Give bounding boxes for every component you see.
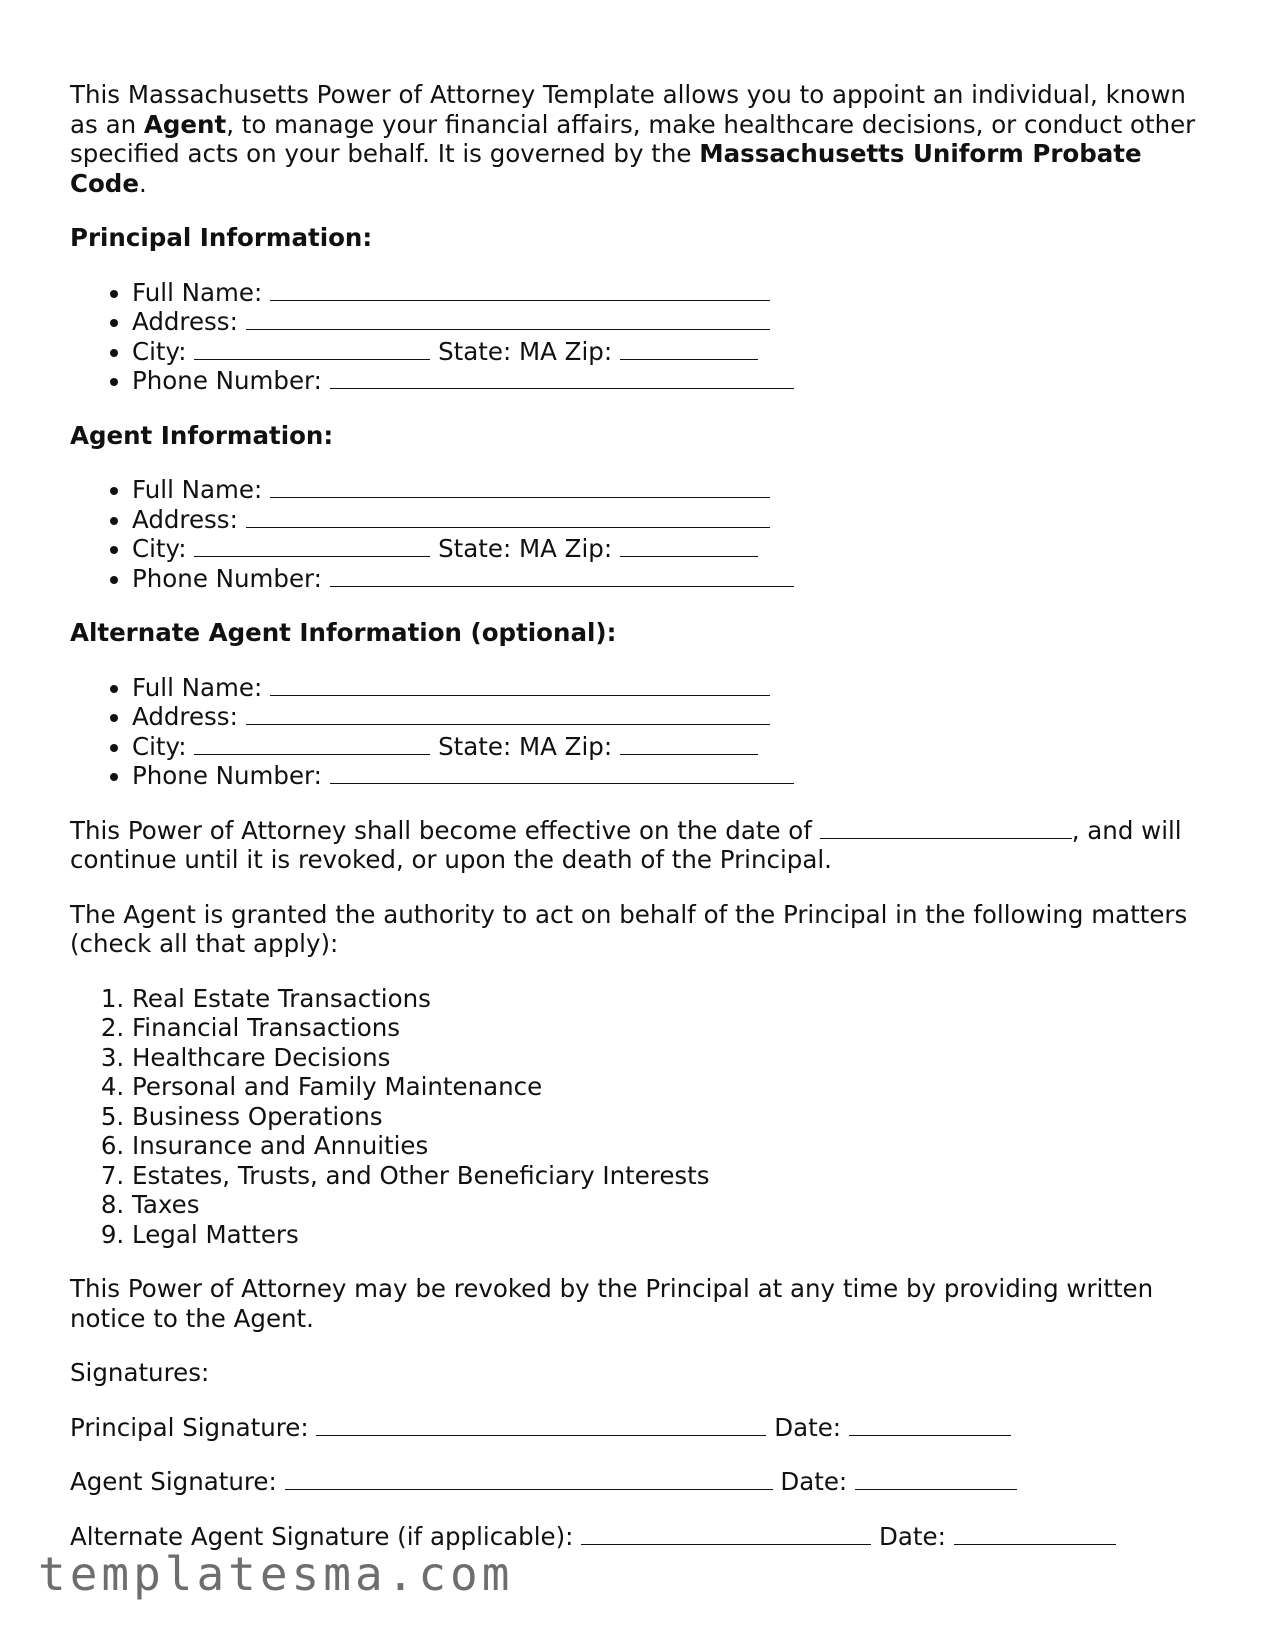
matter-item: 6. Insurance and Annuities xyxy=(132,1131,1210,1161)
principal-date-field[interactable] xyxy=(849,1413,1011,1436)
effective-date-field[interactable] xyxy=(820,816,1072,839)
agent-city-item: • City: State: MA Zip: xyxy=(132,534,1210,564)
site-watermark: templatesma.com xyxy=(38,1547,514,1601)
principal-city-field[interactable] xyxy=(194,337,430,360)
alternate-phone-item: • Phone Number: xyxy=(132,761,1210,791)
authority-paragraph: The Agent is granted the authority to act on behalf of the Principal in the following matters (check all that apply): xyxy=(70,899,1188,958)
principal-phone-field[interactable] xyxy=(330,366,794,389)
principal-city-item: • City: State: MA Zip: xyxy=(132,337,1210,367)
signatures-heading: Signatures: xyxy=(70,1358,210,1387)
alternate-signature-field[interactable] xyxy=(581,1522,871,1545)
matter-item: 8. Taxes xyxy=(132,1190,1210,1220)
alternate-city-item: • City: State: MA Zip: xyxy=(132,732,1210,762)
agent-phone-item: • Phone Number: xyxy=(132,564,1210,594)
agent-info-list xyxy=(70,475,1210,593)
agent-zip-field[interactable] xyxy=(620,534,758,557)
principal-signature-field[interactable] xyxy=(316,1413,766,1436)
principal-signature-line: Principal Signature: Date: xyxy=(70,1413,1210,1443)
effective-date-paragraph: This Power of Attorney shall become effective on the date of , and will continue until it is revoked, or upon the death of the Principal. xyxy=(70,815,1182,874)
agent-address-item: • Address: xyxy=(132,505,1210,535)
principal-info-heading: Principal Information: xyxy=(70,223,373,252)
agent-full-name-field[interactable] xyxy=(270,475,770,498)
revocation-paragraph: This Power of Attorney may be revoked by the Principal at any time by providing written notice to the Agent. xyxy=(70,1274,1154,1333)
matter-item: 3. Healthcare Decisions xyxy=(132,1043,1210,1073)
document-page xyxy=(70,80,1210,1576)
principal-address-field[interactable] xyxy=(246,307,770,330)
agent-phone-field[interactable] xyxy=(330,564,794,587)
matter-item: 7. Estates, Trusts, and Other Beneficiary Interests xyxy=(132,1161,1210,1191)
governing-code: Massachusetts Uniform Probate Code xyxy=(70,139,1142,198)
alternate-signature-line: Alternate Agent Signature (if applicable): Date: xyxy=(70,1522,1210,1552)
agent-info-heading: Agent Information: xyxy=(70,420,334,450)
alternate-address-field[interactable] xyxy=(246,702,770,725)
agent-date-field[interactable] xyxy=(855,1467,1017,1490)
alternate-full-name-item: • Full Name: xyxy=(132,673,1210,703)
matter-item: 9. Legal Matters xyxy=(132,1220,1210,1250)
matter-item: 4. Personal and Family Maintenance xyxy=(132,1072,1210,1102)
alternate-zip-field[interactable] xyxy=(620,732,758,755)
agent-signature-field[interactable] xyxy=(285,1467,773,1490)
principal-zip-field[interactable] xyxy=(620,337,758,360)
principal-info-list xyxy=(70,278,1210,396)
matter-item: 1. Real Estate Transactions xyxy=(132,984,1210,1014)
principal-full-name-field[interactable] xyxy=(270,278,770,301)
agent-term: Agent xyxy=(143,109,227,139)
alternate-date-field[interactable] xyxy=(954,1522,1116,1545)
alternate-address-item: • Address: xyxy=(132,702,1210,732)
matter-item: 5. Business Operations xyxy=(132,1102,1210,1132)
matter-item: 2. Financial Transactions xyxy=(132,1013,1210,1043)
alternate-agent-info-heading: Alternate Agent Information (optional): xyxy=(70,618,617,647)
principal-phone-item: • Phone Number: xyxy=(132,366,1210,396)
agent-address-field[interactable] xyxy=(246,505,770,528)
agent-city-field[interactable] xyxy=(194,534,430,557)
alternate-full-name-field[interactable] xyxy=(270,673,770,696)
intro-paragraph: This Massachusetts Power of Attorney Template allows you to appoint an individual, known as an Agent, to manage your financial affairs, make healthcare decisions, or conduct other specified acts on your behalf. It is governed by the Massachusetts Uniform Probate Code. xyxy=(70,80,1196,198)
principal-full-name-item: • Full Name: xyxy=(132,278,1210,308)
principal-address-item: • Address: xyxy=(132,307,1210,337)
agent-signature-line: Agent Signature: Date: xyxy=(70,1467,1210,1497)
alternate-phone-field[interactable] xyxy=(330,761,794,784)
alternate-city-field[interactable] xyxy=(194,732,430,755)
alternate-agent-info-list xyxy=(70,673,1210,791)
matters-list xyxy=(70,984,1210,1250)
agent-full-name-item: • Full Name: xyxy=(132,475,1210,505)
